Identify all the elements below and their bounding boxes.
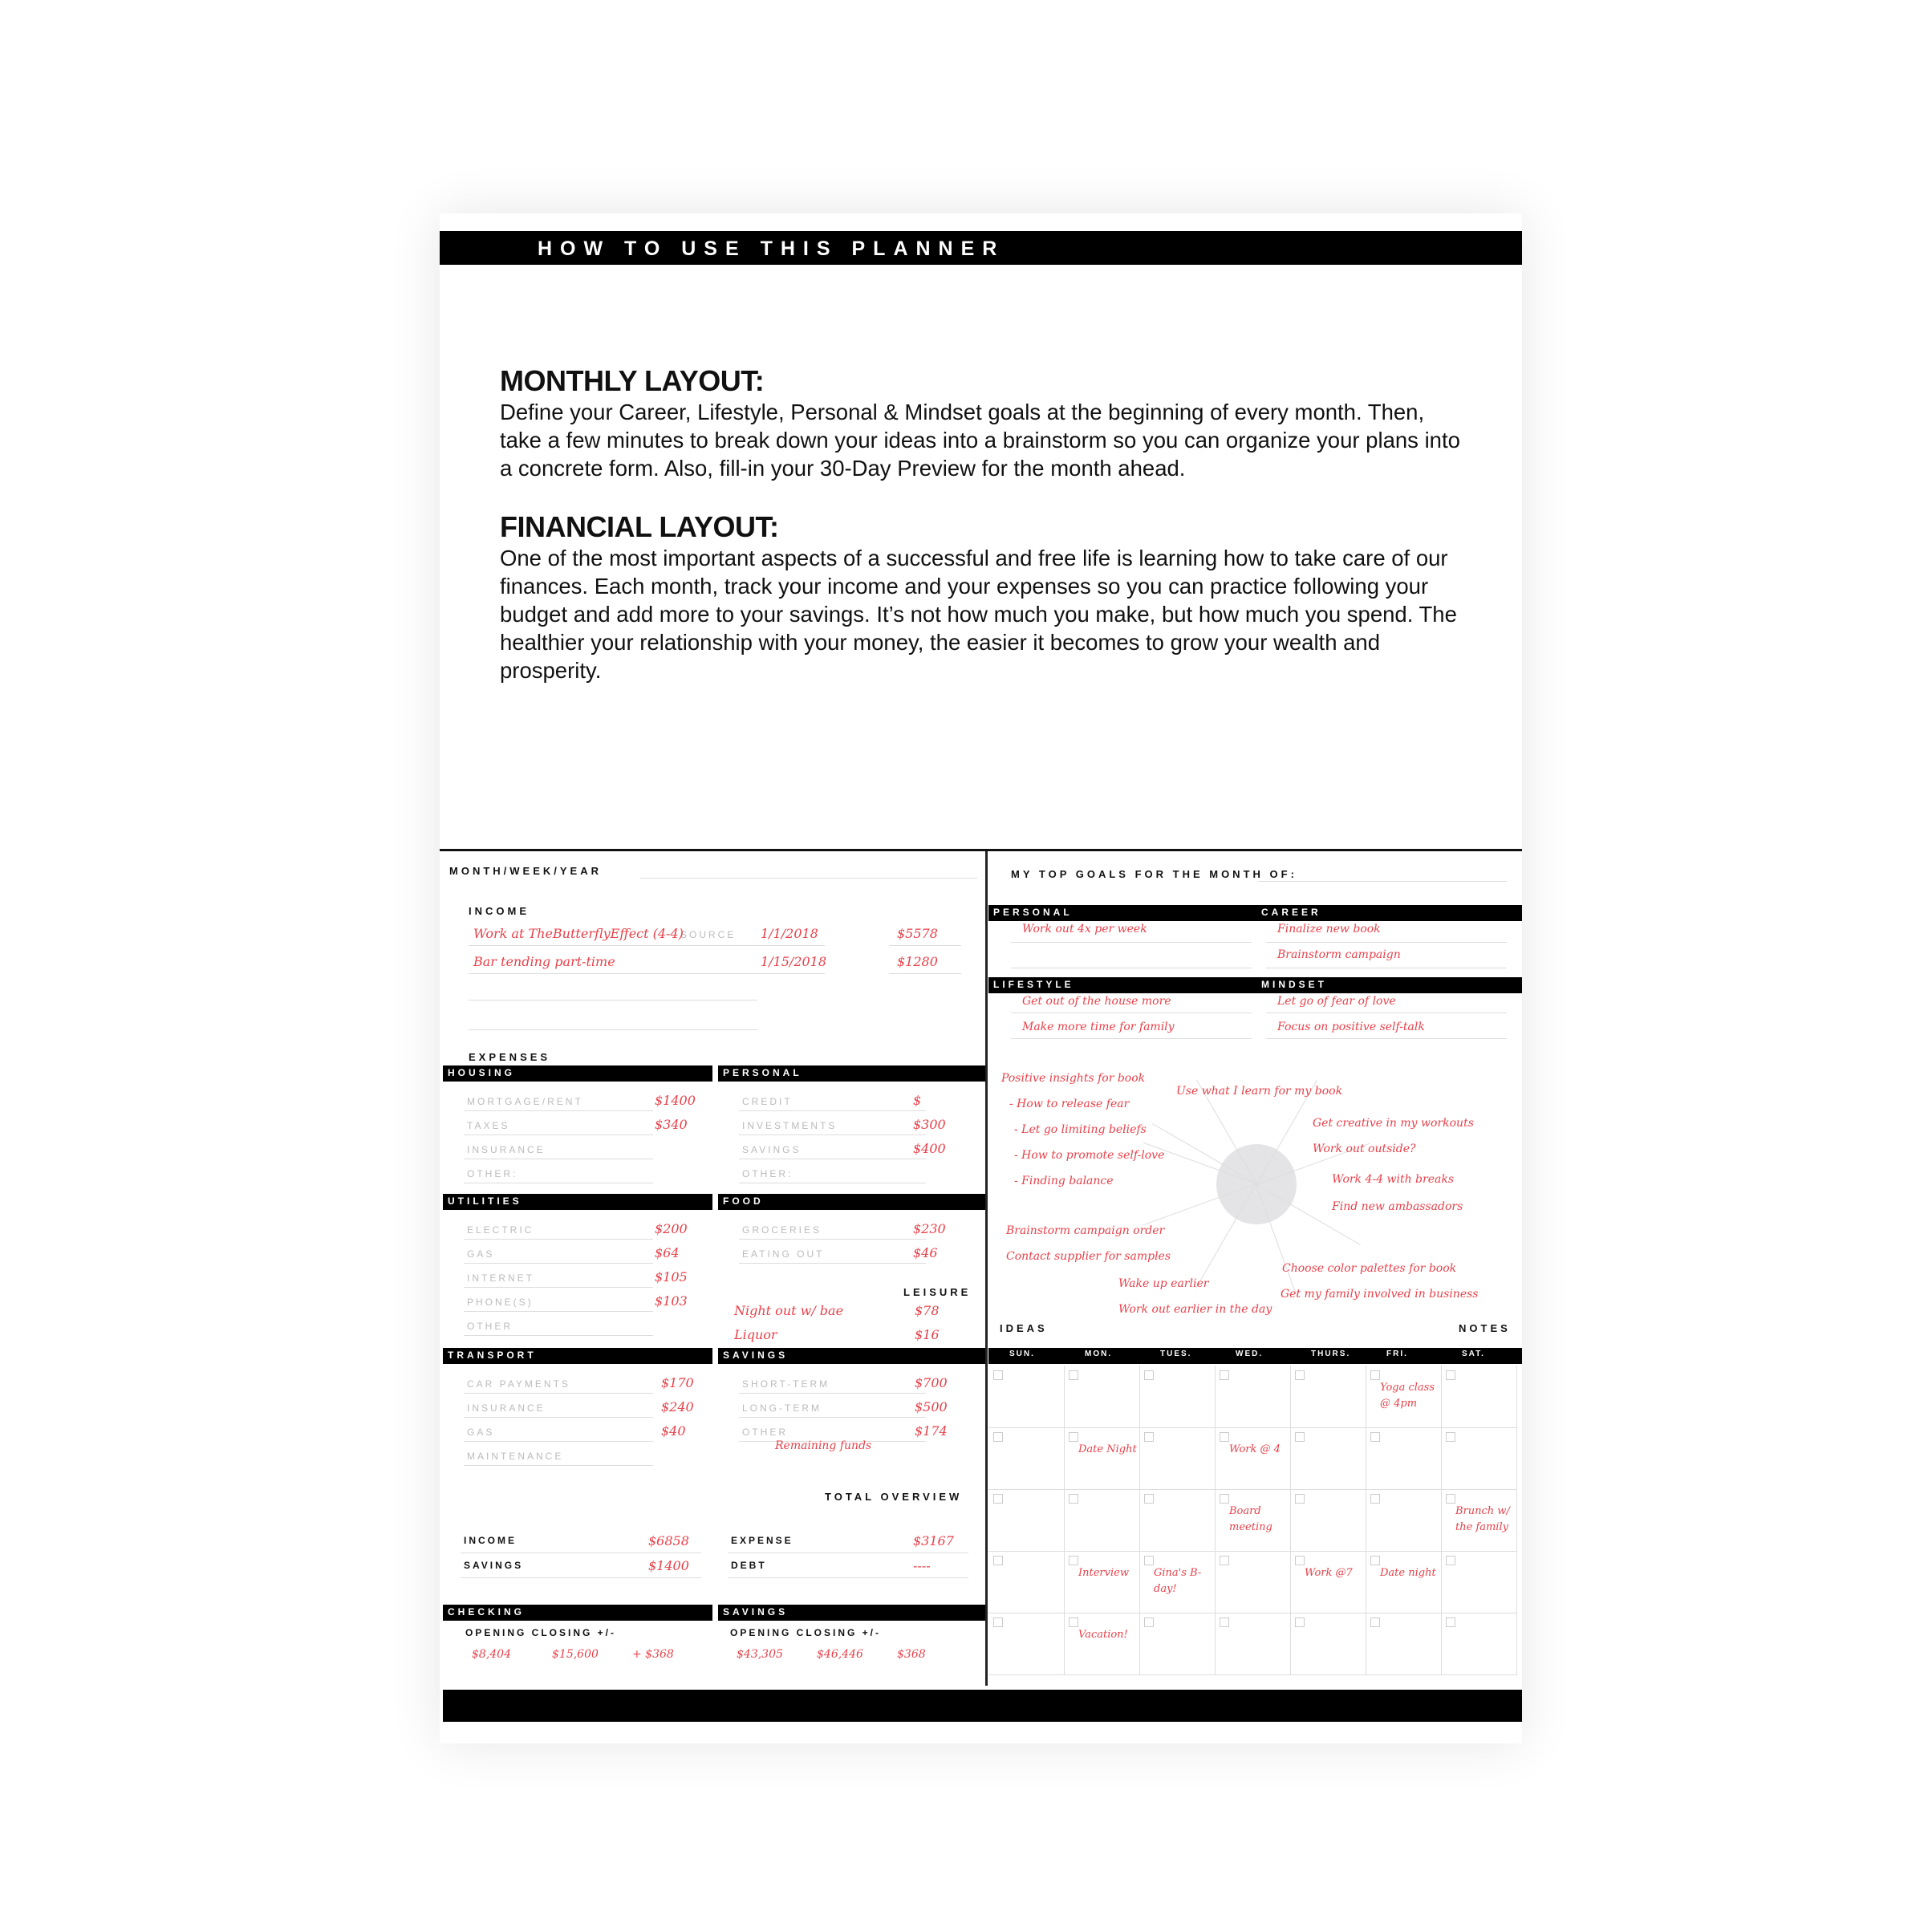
utilities-item: OTHER — [467, 1321, 513, 1332]
food-value: $230 — [913, 1221, 946, 1236]
calendar-event: Brunch w/ the family — [1455, 1505, 1510, 1533]
rule-line — [464, 1393, 653, 1394]
rule-line — [1266, 1038, 1507, 1039]
calendar-checkbox — [1370, 1370, 1380, 1380]
goal-personal-bar-label: PERSONAL — [993, 907, 1073, 918]
calendar-day-label: MON. — [1085, 1350, 1113, 1358]
goal-lifestyle-item: Get out of the house more — [1022, 995, 1171, 1008]
housing-item: INSURANCE — [467, 1144, 546, 1155]
savings-value: $174 — [915, 1423, 948, 1439]
calendar-checkbox — [1295, 1617, 1305, 1627]
source-label: SOURCE — [680, 929, 737, 940]
housing-item: TAXES — [467, 1120, 510, 1131]
housing-item: OTHER: — [467, 1168, 518, 1179]
leisure-amount: $78 — [915, 1303, 940, 1318]
monthly-heading: MONTHLY LAYOUT: — [500, 364, 765, 397]
goal-personal-item: Work out 4x per week — [1022, 923, 1147, 936]
monthly-section — [500, 364, 1463, 482]
goal-lifestyle-bar — [988, 977, 1260, 993]
calendar-checkbox — [993, 1494, 1003, 1504]
brainstorm-note: Work out earlier in the day — [1118, 1303, 1272, 1316]
calendar-event: Gina's B-day! — [1154, 1567, 1202, 1595]
housing-item: MORTGAGE/RENT — [467, 1096, 583, 1107]
calendar-checkbox — [1069, 1432, 1078, 1442]
rule-line — [728, 1577, 968, 1578]
food-bar-label: FOOD — [723, 1195, 764, 1207]
personal-bar — [718, 1065, 985, 1082]
rule-line — [464, 1287, 653, 1288]
calendar-checkbox — [1220, 1432, 1229, 1442]
transport-value: $40 — [661, 1423, 686, 1439]
monthly-body: Define your Career, Lifestyle, Personal & Mindset goals at the beginning of every month. Then, take a few minutes to break down your ideas into a brainstorm so you can organize your plans into a concrete form. Also, fill-in your 30-Day Preview for the month ahead. — [500, 400, 1460, 481]
food-item: GROCERIES — [742, 1224, 822, 1236]
total-item-value: $3167 — [913, 1533, 954, 1548]
divider — [440, 849, 1522, 851]
utilities-bar — [443, 1194, 712, 1210]
rule-line — [728, 1552, 968, 1553]
calendar-checkbox — [1295, 1432, 1305, 1442]
goal-personal-bar — [988, 905, 1260, 921]
housing-bar — [443, 1065, 712, 1082]
savings-total-value: $43,305 — [737, 1648, 783, 1661]
income-date: 1/15/2018 — [761, 954, 827, 969]
transport-bar-label: TRANSPORT — [448, 1350, 537, 1361]
rule-line — [739, 1417, 926, 1418]
housing-value: $1400 — [655, 1093, 696, 1108]
rule-line — [640, 878, 977, 879]
total-overview-label: TOTAL OVERVIEW — [825, 1491, 963, 1503]
calendar-checkbox — [1220, 1556, 1229, 1565]
savings-item: OTHER — [742, 1427, 788, 1438]
calendar-checkbox — [1370, 1494, 1380, 1504]
rule-line — [469, 973, 757, 974]
savings-total-bar-label: SAVINGS — [723, 1606, 789, 1617]
rule-line — [889, 973, 961, 974]
calendar-checkbox — [1295, 1370, 1305, 1380]
utilities-value: $105 — [655, 1269, 688, 1285]
utilities-item: PHONE(S) — [467, 1297, 534, 1308]
personal-item: OTHER: — [742, 1168, 794, 1179]
brainstorm-note: Contact supplier for samples — [1006, 1250, 1171, 1263]
brainstorm-note: Positive insights for book — [1001, 1072, 1146, 1085]
utilities-item: ELECTRIC — [467, 1224, 534, 1236]
income-amount: $1280 — [897, 954, 938, 969]
total-item-value: $6858 — [648, 1533, 689, 1548]
financial-section — [500, 510, 1463, 684]
savings-item: SHORT-TERM — [742, 1378, 830, 1390]
rule-line — [464, 1263, 653, 1264]
personal-item: CREDIT — [742, 1096, 793, 1107]
calendar-event: Work @7 — [1305, 1567, 1353, 1579]
rule-line — [464, 1110, 653, 1111]
transport-bar — [443, 1348, 712, 1364]
calendar-checkbox — [1069, 1494, 1078, 1504]
rule-line — [889, 945, 961, 946]
brainstorm-note: - How to release fear — [1009, 1098, 1130, 1110]
calendar-checkbox — [993, 1432, 1003, 1442]
savings-value: $500 — [915, 1399, 948, 1414]
calendar-checkbox — [1144, 1556, 1154, 1565]
rule-line — [1258, 881, 1507, 882]
income-desc: Work at TheButterflyEffect (4-4) — [473, 926, 684, 941]
personal-item: INVESTMENTS — [742, 1120, 838, 1131]
personal-value: $ — [913, 1093, 922, 1108]
income-label: INCOME — [469, 905, 530, 917]
rule-line — [464, 1239, 653, 1240]
brainstorm-note: Find new ambassadors — [1332, 1200, 1463, 1213]
brainstorm-note: - Let go limiting beliefs — [1014, 1123, 1147, 1136]
brainstorm-note: Choose color palettes for book — [1282, 1262, 1457, 1275]
total-item-value: ---- — [913, 1558, 931, 1573]
total-item-label: EXPENSE — [731, 1535, 794, 1546]
rule-line — [1011, 1038, 1252, 1039]
total-item-label: INCOME — [464, 1535, 517, 1546]
total-item-label: DEBT — [731, 1560, 767, 1571]
rule-line — [469, 945, 757, 946]
calendar-checkbox — [1069, 1617, 1078, 1627]
calendar-event: Date night — [1380, 1567, 1436, 1579]
planner-page — [440, 213, 1522, 1743]
food-item: EATING OUT — [742, 1248, 825, 1260]
calendar-checkbox — [1144, 1494, 1154, 1504]
calendar-checkbox — [1295, 1556, 1305, 1565]
rule-line — [464, 1335, 653, 1336]
rule-line — [739, 1263, 926, 1264]
calendar-event: Yoga class @ 4pm — [1380, 1382, 1435, 1410]
bottom-bar — [443, 1690, 1522, 1722]
financial-body: One of the most important aspects of a successful and free life is learning how to take care of our finances. Each month, track your income and your expenses so you can practice following your budget and add more to your savings. It’s not how much you make, but how much you spend. The healthier your relationship with your money, the easier it becomes to grow your wealth and prosperity. — [500, 546, 1457, 683]
goal-career-bar-label: CAREER — [1261, 907, 1321, 918]
savings-total-bar — [718, 1605, 985, 1621]
brainstorm-note: Use what I learn for my book — [1176, 1085, 1343, 1098]
rule-line — [464, 1311, 653, 1312]
rule-line — [464, 1465, 653, 1466]
brainstorm-note: Get creative in my workouts — [1313, 1117, 1474, 1130]
brainstorm-note: Work out outside? — [1313, 1143, 1416, 1155]
income-amount: $5578 — [897, 926, 938, 941]
checking-value: + $368 — [632, 1648, 674, 1661]
calendar-day-label: SAT. — [1462, 1350, 1485, 1358]
expenses-label: EXPENSES — [469, 1051, 551, 1063]
calendar-event: Interview — [1078, 1567, 1129, 1579]
utilities-value: $103 — [655, 1293, 688, 1309]
rule-line — [739, 1134, 926, 1135]
rule-line — [739, 1110, 926, 1111]
savings-other-note: Remaining funds — [775, 1439, 872, 1452]
leisure-desc: Liquor — [734, 1327, 777, 1342]
goal-mindset-bar-label: MINDSET — [1261, 979, 1327, 990]
food-bar — [718, 1194, 985, 1210]
transport-value: $240 — [661, 1399, 694, 1414]
personal-item: SAVINGS — [742, 1144, 802, 1155]
calendar-event: Work @ 4 — [1229, 1443, 1281, 1455]
calendar-day-label: WED. — [1236, 1350, 1264, 1358]
ideas-label: IDEAS — [1000, 1322, 1048, 1334]
savings-cols: OPENING CLOSING +/- — [730, 1627, 882, 1638]
transport-item: GAS — [467, 1427, 495, 1438]
rule-line — [461, 1577, 701, 1578]
goal-career-item: Finalize new book — [1277, 923, 1381, 936]
goal-lifestyle-bar-label: LIFESTYLE — [993, 979, 1074, 990]
calendar-day-label: TUES. — [1160, 1350, 1192, 1358]
month-week-year-label: MONTH/WEEK/YEAR — [449, 865, 602, 877]
goal-mindset-bar — [1256, 977, 1522, 993]
calendar-checkbox — [1220, 1370, 1229, 1380]
calendar-day-label: THURS. — [1311, 1350, 1351, 1358]
food-value: $46 — [913, 1245, 938, 1260]
calendar-checkbox — [1370, 1617, 1380, 1627]
income-date: 1/1/2018 — [761, 926, 818, 941]
calendar-event: Date Night — [1078, 1443, 1137, 1455]
calendar-checkbox — [1370, 1556, 1380, 1565]
calendar-checkbox — [1446, 1617, 1455, 1627]
utilities-item: INTERNET — [467, 1272, 534, 1284]
rule-line — [464, 1441, 653, 1442]
total-item-label: SAVINGS — [464, 1560, 524, 1571]
rule-line — [739, 1239, 926, 1240]
calendar-checkbox — [1446, 1432, 1455, 1442]
utilities-item: GAS — [467, 1248, 495, 1260]
savings-bar-label: SAVINGS — [723, 1350, 789, 1361]
utilities-value: $64 — [655, 1245, 680, 1260]
planner-preview-image — [440, 849, 1522, 1715]
personal-value: $400 — [913, 1141, 946, 1156]
checking-value: $8,404 — [472, 1648, 511, 1661]
housing-value: $340 — [655, 1117, 688, 1132]
goal-lifestyle-item: Make more time for family — [1022, 1021, 1175, 1033]
transport-item: MAINTENANCE — [467, 1451, 564, 1462]
leisure-amount: $16 — [915, 1327, 940, 1342]
rule-line — [1266, 942, 1507, 943]
rule-line — [739, 1393, 926, 1394]
housing-bar-label: HOUSING — [448, 1067, 516, 1078]
calendar-checkbox — [1220, 1494, 1229, 1504]
total-item-value: $1400 — [648, 1558, 689, 1573]
savings-item: LONG-TERM — [742, 1402, 822, 1414]
brainstorm-note: - Finding balance — [1014, 1175, 1114, 1187]
rule-line — [469, 1029, 757, 1030]
checking-cols: OPENING CLOSING +/- — [465, 1627, 617, 1638]
brainstorm-note: Work 4-4 with breaks — [1332, 1173, 1454, 1186]
goal-mindset-item: Let go of fear of love — [1277, 995, 1396, 1008]
brainstorm-note: - How to promote self-love — [1014, 1149, 1165, 1162]
rule-line — [753, 973, 825, 974]
calendar-checkbox — [1370, 1432, 1380, 1442]
goal-career-item: Brainstorm campaign — [1277, 948, 1401, 961]
goals-label: MY TOP GOALS FOR THE MONTH OF: — [1011, 868, 1297, 880]
calendar-event: Vacation! — [1078, 1629, 1128, 1641]
leisure-desc: Night out w/ bae — [734, 1303, 844, 1318]
divider — [985, 851, 988, 1686]
savings-value: $700 — [915, 1375, 948, 1390]
transport-value: $170 — [661, 1375, 694, 1390]
notes-label: NOTES — [1459, 1322, 1511, 1334]
calendar-checkbox — [1446, 1370, 1455, 1380]
rule-line — [1011, 942, 1252, 943]
calendar-checkbox — [1220, 1617, 1229, 1627]
title-bar — [440, 231, 1522, 265]
brainstorm-note: Brainstorm campaign order — [1006, 1224, 1165, 1237]
utilities-value: $200 — [655, 1221, 688, 1236]
rule-line — [464, 1134, 653, 1135]
calendar-day-label: FRI. — [1386, 1350, 1408, 1358]
calendar-checkbox — [1144, 1617, 1154, 1627]
calendar-day-label: SUN. — [1009, 1350, 1035, 1358]
personal-value: $300 — [913, 1117, 946, 1132]
calendar-checkbox — [993, 1370, 1003, 1380]
rule-line — [464, 1417, 653, 1418]
calendar-checkbox — [1069, 1370, 1078, 1380]
checking-bar-label: CHECKING — [448, 1606, 526, 1617]
checking-bar — [443, 1605, 712, 1621]
calendar-checkbox — [1295, 1494, 1305, 1504]
goal-career-bar — [1256, 905, 1522, 921]
rule-line — [461, 1552, 701, 1553]
calendar-checkbox — [993, 1617, 1003, 1627]
utilities-bar-label: UTILITIES — [448, 1195, 522, 1207]
calendar-checkbox — [993, 1556, 1003, 1565]
financial-heading: FINANCIAL LAYOUT: — [500, 510, 779, 543]
calendar-checkbox — [1144, 1370, 1154, 1380]
brainstorm-note: Get my family involved in business — [1281, 1288, 1479, 1301]
savings-total-value: $368 — [897, 1648, 926, 1661]
income-desc: Bar tending part-time — [473, 954, 615, 969]
savings-bar — [718, 1348, 985, 1364]
page-title: HOW TO USE THIS PLANNER — [538, 237, 1005, 260]
rule-line — [753, 945, 825, 946]
calendar-checkbox — [1446, 1556, 1455, 1565]
goal-mindset-item: Focus on positive self-talk — [1277, 1021, 1425, 1033]
transport-item: CAR PAYMENTS — [467, 1378, 570, 1390]
calendar-event: Board meeting — [1229, 1505, 1272, 1533]
personal-bar-label: PERSONAL — [723, 1067, 802, 1078]
savings-total-value: $46,446 — [817, 1648, 863, 1661]
calendar-checkbox — [1446, 1494, 1455, 1504]
transport-item: INSURANCE — [467, 1402, 546, 1414]
checking-value: $15,600 — [552, 1648, 599, 1661]
leisure-label: LEISURE — [903, 1286, 972, 1298]
calendar-checkbox — [1069, 1556, 1078, 1565]
calendar-checkbox — [1144, 1432, 1154, 1442]
brainstorm-note: Wake up earlier — [1118, 1277, 1209, 1290]
